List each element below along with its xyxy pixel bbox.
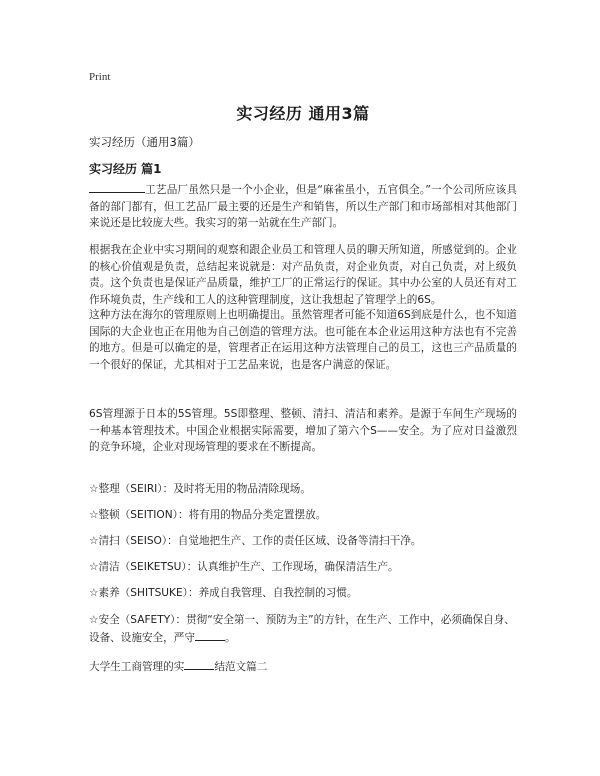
paragraph-1 <box>89 181 517 232</box>
list-item-shitsuke: ☆素养（SHITSUKE）：养成自我管理、自我控制的习惯。 <box>89 587 358 599</box>
fill-in-blank <box>195 629 225 641</box>
list-item-seiton: ☆整顿（SEITION）：将有用的物品分类定置摆放。 <box>89 509 327 521</box>
section-heading: 实习经历 篇1 <box>89 162 162 176</box>
document-subtitle: 实习经历（通用3篇） <box>89 135 200 149</box>
document-title: 实习经历 通用3篇 <box>236 104 370 123</box>
list-item-safety-text: ☆安全（SAFETY）：贯彻“安全第一、预防为主”的方针，在生产、工作中，必须确保自身、设备、设施安全，严守 <box>89 614 515 644</box>
paragraph-2: 根据我在企业中实习期间的观察和跟企业员工和管理人员的聊天所知道，所感觉到的。企业的核心价值观是负责，总结起来说就是：对产品负责，对企业负责，对自己负责，对上级负责。这个负责也是保证产品质量，维护工厂的正常运行的保证。其中办公室的人员还有对工作环境负责，生产线和工人的这种管理制度，这让我想起了管理学上的6S。 <box>89 244 517 306</box>
paragraph-3: 这种方法在海尔的管理原则上也明确提出。虽然管理者可能不知道6S到底是什么，也不知道国际的大企业也正在用他为自己创造的管理方法。也可能在本企业运用这种方法也有不完善的地方。但是可以确定的是，管理者正在运用这种方法管理自己的员工，这也三产品质量的一个很好的保证，尤其相对于工艺品来说，也是客户满意的保证。 <box>89 309 517 371</box>
print-label[interactable]: Print <box>89 71 111 83</box>
next-article-text-start: 大学生工商管理的实 <box>89 661 185 673</box>
list-item-seiketsu: ☆清洁（SEIKETSU）：认真维护生产、工作现场，确保清洁生产。 <box>89 561 399 573</box>
list-item-safety <box>89 612 517 646</box>
paragraph-1-text: 工艺品厂虽然只是一个小企业，但是“麻雀虽小，五官俱全。”一个公司所应该具备的部门都有，但工艺品厂最主要的还是生产和销售，所以生产部门和市场部相对其他部门来说还是比较庞大些。我实习的第一站就在生产部门。 <box>89 184 517 229</box>
next-article-line <box>89 658 267 674</box>
fill-in-blank <box>89 181 145 193</box>
list-item-seiso: ☆清扫（SEISO）：自觉地把生产、工作的责任区域、设备等清扫干净。 <box>89 535 422 547</box>
list-item-seiri: ☆整理（SEIRI）：及时将无用的物品清除现场。 <box>89 483 311 495</box>
paragraph-4: 6S管理源于日本的5S管理。5S即整理、整顿、清扫、清洁和素养。是源于车间生产现场的一种基本管理技术。中国企业根据实际需要，增加了第六个S——安全。为了应对日益激烈的竞争环境，企业对现场管理的要求在不断提高。 <box>89 408 517 453</box>
next-article-text-end: 结范文篇二 <box>214 661 268 673</box>
list-item-safety-end: 。 <box>224 631 236 644</box>
fill-in-blank <box>184 658 214 670</box>
